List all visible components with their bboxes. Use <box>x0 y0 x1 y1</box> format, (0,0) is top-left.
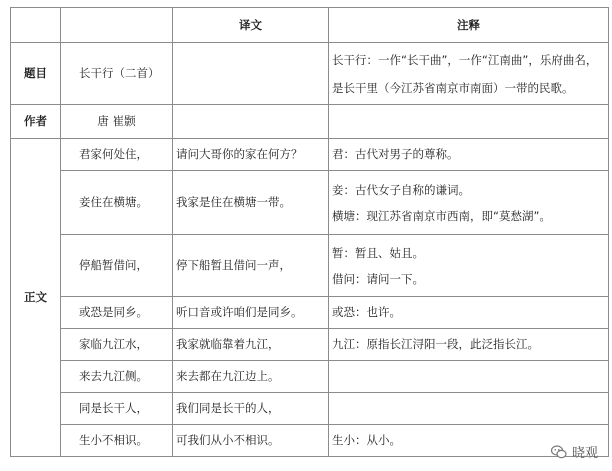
body-original: 生小不相识。 <box>61 425 173 457</box>
body-translation: 可我们从小不相识。 <box>173 425 329 457</box>
body-note-line: 借问：请问一下。 <box>332 271 424 286</box>
body-note-line: 横塘：现江苏省南京市西南，即“莫愁湖”。 <box>332 208 551 223</box>
body-note-line: 妾：古代女子自称的谦词。 <box>332 182 470 197</box>
header-row <box>11 8 609 43</box>
watermark <box>551 442 598 461</box>
body-original: 妾住在横塘。 <box>61 171 173 235</box>
watermark-text: 晓观 <box>571 446 598 461</box>
body-row <box>11 139 609 171</box>
body-row <box>11 297 609 329</box>
poem-annotation-table <box>10 7 609 457</box>
body-translation: 停下船暂且借问一声， <box>173 235 329 297</box>
header-translation: 译文 <box>173 8 329 43</box>
body-notes <box>329 235 609 297</box>
body-translation: 我们同是长干的人， <box>173 393 329 425</box>
body-notes: 君：古代对男子的尊称。 <box>329 139 609 171</box>
title-note-line: 长干行：一作“长干曲”，一作“江南曲”，乐府曲名， <box>332 52 598 67</box>
title-notes <box>329 43 609 105</box>
title-original: 长干行（二首） <box>61 43 173 105</box>
body-translation: 请问大哥你的家在何方？ <box>173 139 329 171</box>
body-notes <box>329 393 609 425</box>
body-notes: 九江：原指长江浔阳一段，此泛指长江。 <box>329 329 609 361</box>
title-note-line: 是长干里（今江苏省南京市南面）一带的民歌。 <box>332 80 574 95</box>
body-label: 正文 <box>11 139 61 457</box>
body-row <box>11 171 609 235</box>
body-row <box>11 361 609 393</box>
body-original: 停船暂借问， <box>61 235 173 297</box>
author-original: 唐 崔颢 <box>61 105 173 139</box>
body-note-line: 暂：暂且、姑且。 <box>332 245 424 260</box>
body-original: 家临九江水， <box>61 329 173 361</box>
title-translation <box>173 43 329 105</box>
title-row <box>11 43 609 105</box>
body-row <box>11 393 609 425</box>
body-notes: 生小：从小。 <box>329 425 609 457</box>
body-original: 君家何处住， <box>61 139 173 171</box>
body-original: 或恐是同乡。 <box>61 297 173 329</box>
body-translation: 来去都在九江边上。 <box>173 361 329 393</box>
body-notes <box>329 361 609 393</box>
header-notes: 注释 <box>329 8 609 43</box>
body-row <box>11 235 609 297</box>
title-label: 题目 <box>11 43 61 105</box>
body-row <box>11 329 609 361</box>
header-label-cell <box>11 8 61 43</box>
author-row <box>11 105 609 139</box>
wechat-icon <box>551 445 567 459</box>
body-translation: 我家是住在横塘一带。 <box>173 171 329 235</box>
body-translation: 我家就临靠着九江， <box>173 329 329 361</box>
body-original: 同是长干人， <box>61 393 173 425</box>
author-notes <box>329 105 609 139</box>
author-label: 作者 <box>11 105 61 139</box>
body-row <box>11 425 609 457</box>
header-original-cell <box>61 8 173 43</box>
body-translation: 听口音或许咱们是同乡。 <box>173 297 329 329</box>
author-translation <box>173 105 329 139</box>
body-notes: 或恐：也许。 <box>329 297 609 329</box>
body-original: 来去九江侧。 <box>61 361 173 393</box>
body-notes <box>329 171 609 235</box>
